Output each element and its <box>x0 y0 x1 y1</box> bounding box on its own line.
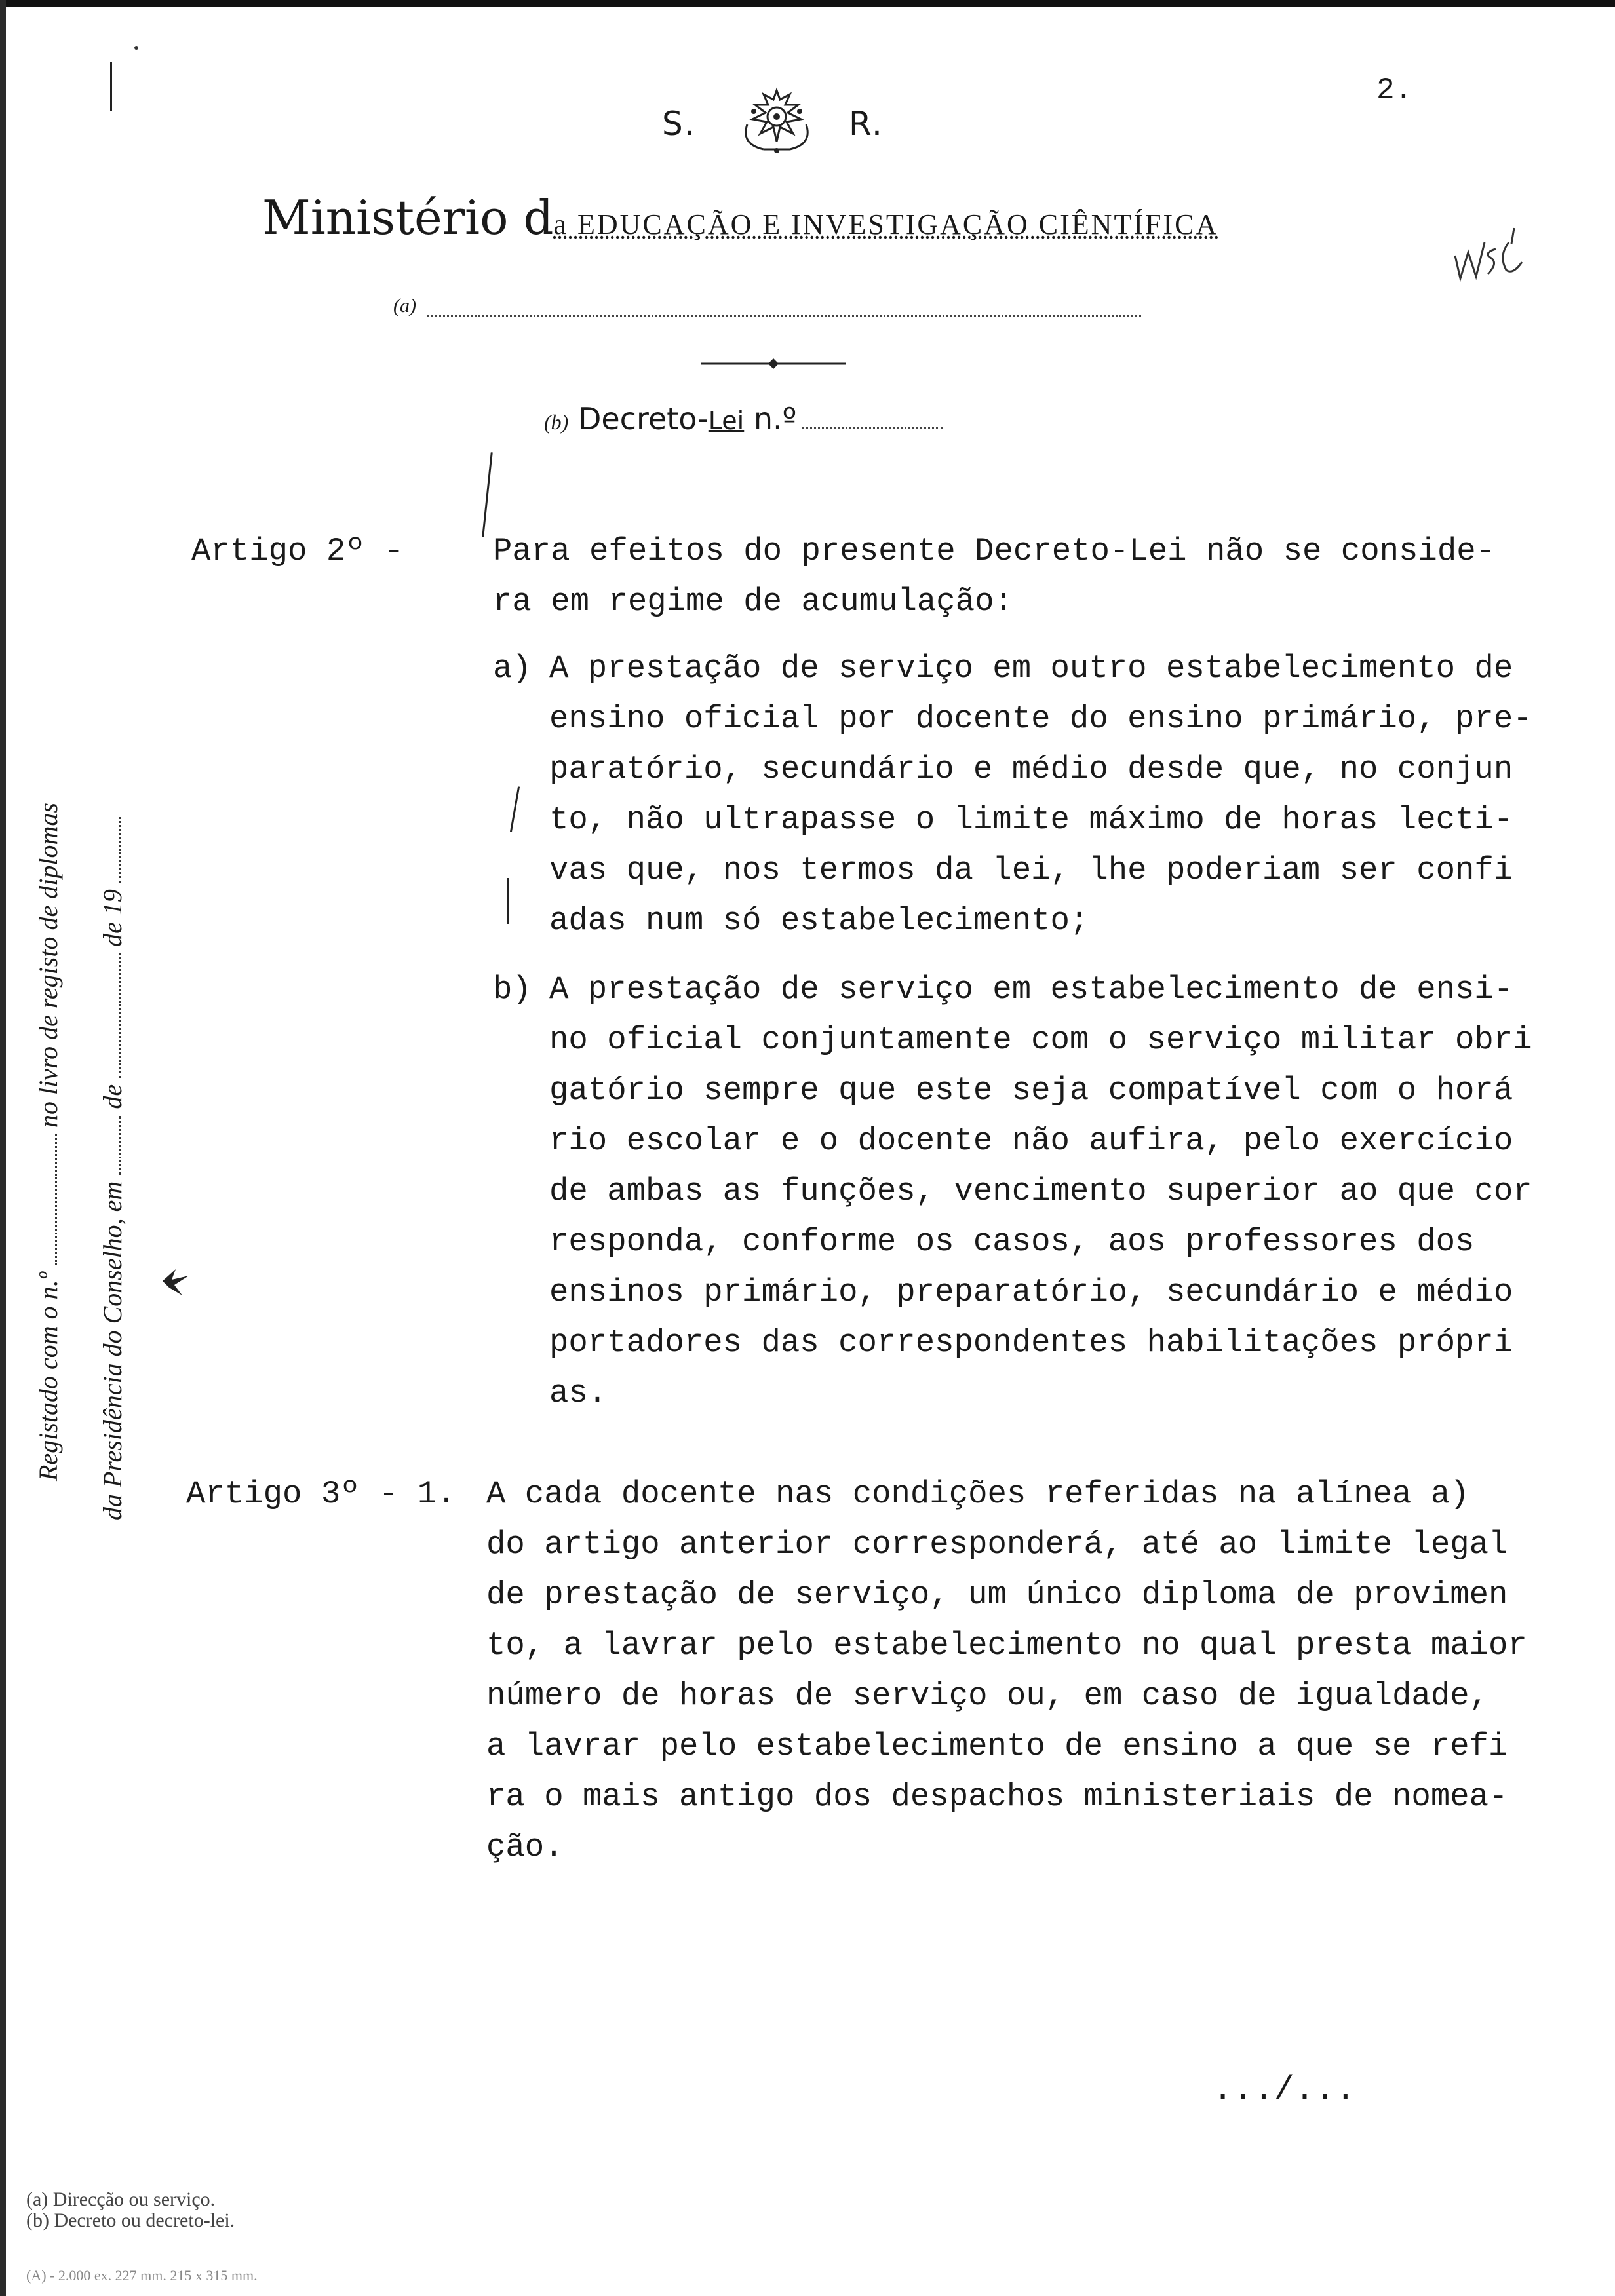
text-line: vas que, nos termos da lei, lhe poderiam ser confi <box>549 852 1513 889</box>
handwritten-initials-mark <box>1449 216 1534 288</box>
page-top-edge <box>0 0 1615 7</box>
text-line: no oficial conjuntamente com o serviço militar obri <box>549 1022 1532 1058</box>
text-line: ra o mais antigo dos despachos ministeriais de nomea- <box>486 1778 1508 1815</box>
service-line <box>393 295 1160 317</box>
text-line: adas num só estabelecimento; <box>549 902 1089 939</box>
item-a-marker: a) <box>493 650 532 687</box>
paper-mark <box>110 62 112 111</box>
footnote-a: (a) Direcção ou serviço. <box>26 2189 216 2210</box>
text-line: a lavrar pelo estabelecimento de ensino a que se refi <box>486 1728 1508 1765</box>
service-line-label: (a) <box>393 295 416 316</box>
text-line: ensino oficial por docente do ensino primário, pre- <box>549 700 1532 737</box>
text-line: ra em regime de acumulação: <box>493 583 1013 620</box>
ink-blot-icon <box>156 1261 195 1301</box>
divider-ornament-icon <box>701 354 846 373</box>
item-b-marker: b) <box>493 971 532 1008</box>
margin-pen-mark <box>510 786 520 832</box>
text-line: do artigo anterior corresponderá, até ao limite legal <box>486 1526 1508 1563</box>
letterhead-emblem <box>655 85 970 164</box>
emblem-letter-s: S. <box>662 105 696 143</box>
continuation-mark: .../... <box>1213 2071 1356 2109</box>
artigo3-text <box>486 1469 1527 1873</box>
item-b-text <box>549 965 1532 1419</box>
ink-blot-mark <box>156 1261 195 1304</box>
margin-blank <box>114 817 121 883</box>
ministry-lead: Ministério d <box>262 190 554 245</box>
decree-number-blank <box>802 421 943 429</box>
text-line: portadores das correspondentes habilitações própri <box>549 1324 1513 1361</box>
text-line: to, não ultrapasse o limite máximo de horas lecti- <box>549 801 1513 838</box>
margin-register-line-2 <box>97 817 128 1520</box>
decree-word: Decreto- <box>577 401 709 436</box>
margin-register-text: de 19 <box>98 889 127 947</box>
margin-blank <box>114 1116 121 1175</box>
text-line: to, a lavrar pelo estabelecimento no qual presta maior <box>486 1627 1527 1664</box>
decree-number-label: n.º <box>753 401 797 436</box>
footnote-b: (b) Decreto ou decreto-lei. <box>26 2210 235 2231</box>
text-line: rio escolar e o docente não aufira, pelo exercício <box>549 1122 1513 1159</box>
text-line: número de horas de serviço ou, em caso de igualdade, <box>486 1677 1489 1714</box>
coat-of-arms-icon <box>728 85 826 157</box>
header-divider <box>701 354 846 377</box>
text-line: paratório, secundário e médio desde que, no conjun <box>549 751 1513 788</box>
text-line: responda, conforme os casos, aos professores dos <box>549 1223 1475 1260</box>
paper-speck <box>134 46 138 50</box>
margin-pen-mark <box>507 878 509 924</box>
text-line: ção. <box>486 1829 564 1866</box>
margin-pen-mark <box>482 452 493 537</box>
text-line: A prestação de serviço em estabelecimento de ensi- <box>549 971 1513 1008</box>
artigo2-label: Artigo 2º - <box>191 533 404 569</box>
page-number: 2. <box>1376 73 1413 107</box>
text-line: de ambas as funções, vencimento superior ao que cor <box>549 1173 1532 1210</box>
printer-mark: (A) - 2.000 ex. 227 mm. 215 x 315 mm. <box>26 2267 258 2284</box>
ministry-department: a EDUCAÇÃO E INVESTIGAÇÃO CIÊNTÍFICA <box>553 208 1219 240</box>
decree-line <box>544 401 943 436</box>
margin-register-line-1 <box>33 803 64 1481</box>
text-line: gatório sempre que este seja compatível com o horá <box>549 1072 1513 1109</box>
margin-register-text: Registado com o n.º <box>33 1271 63 1481</box>
ministry-title <box>262 190 1218 245</box>
text-line: de prestação de serviço, um único diploma de provimen <box>486 1577 1508 1613</box>
text-line: A cada docente nas condições referidas na alínea a) <box>486 1476 1469 1512</box>
page-left-edge <box>0 0 6 2296</box>
text-line: as. <box>549 1375 608 1411</box>
text-line: Para efeitos do presente Decreto-Lei não se conside- <box>493 533 1496 569</box>
text-line: A prestação de serviço em outro estabelecimento de <box>549 650 1513 687</box>
artigo2-intro <box>493 526 1495 627</box>
decree-lei: Lei <box>708 406 745 435</box>
service-line-blank <box>427 309 1141 317</box>
artigo3-label: Artigo 3º - 1. <box>186 1476 456 1512</box>
margin-blank <box>50 1134 57 1265</box>
margin-blank <box>114 953 121 1078</box>
margin-register-text: da Presidência do Conselho, em <box>98 1181 127 1520</box>
margin-register-text: no livro de registo de diplomas <box>33 803 63 1128</box>
handwritten-initials <box>1449 216 1534 292</box>
margin-register-text: de <box>98 1084 127 1109</box>
emblem-letter-r: R. <box>849 105 884 143</box>
item-a-text <box>549 643 1532 946</box>
decree-prefix: (b) <box>544 410 569 434</box>
text-line: ensinos primário, preparatório, secundário e médio <box>549 1274 1513 1311</box>
